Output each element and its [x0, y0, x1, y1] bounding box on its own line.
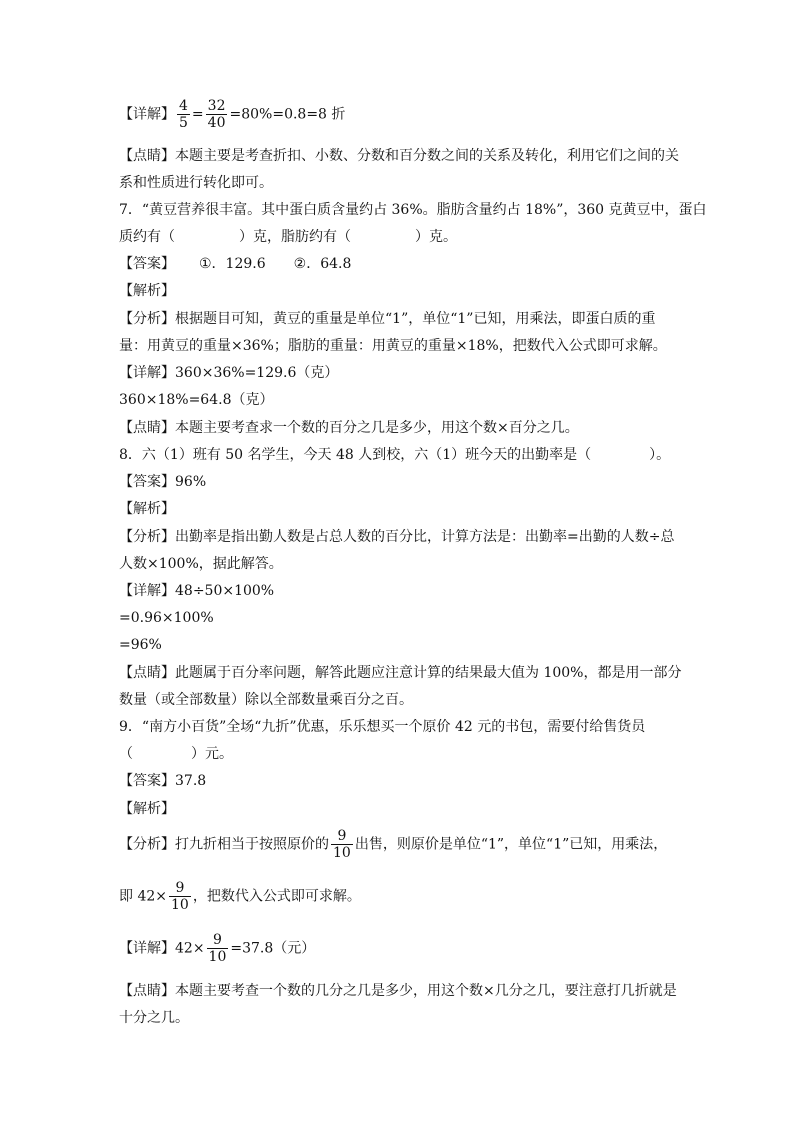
detail-label: 【详解】: [119, 106, 175, 123]
fraction: $\frac{9}{10}$: [333, 828, 351, 861]
text-line: 【解析】: [119, 801, 175, 817]
text-line: 【点睛】本题主要考查求一个数的百分之几是多少，用这个数×百分之几。: [119, 420, 579, 436]
text-line: 【解析】: [119, 283, 175, 299]
question-7: 7．“黄豆营养很丰富。其中蛋白质含量约占 36%。脂肪含量约占 18%”，360 克黄豆中，蛋白: [119, 202, 707, 218]
text-line: 十分之几。: [119, 1010, 189, 1026]
text-line: 【分析】出勤率是指出勤人数是占总人数的百分比，计算方法是：出勤率=出勤的人数÷总: [119, 529, 675, 545]
question-9-blank: （ ）元。: [119, 746, 233, 762]
text-line: 360×18%=64.8（克）: [119, 392, 274, 408]
analysis-line-fraction-2: 即 42× $\frac{9}{10}$ ，把数代入公式即可求解。: [119, 880, 361, 913]
text-line: =0.96×100%: [119, 610, 214, 626]
detail-line-fraction: 【详解】42× $\frac{9}{10}$ =37.8（元）: [119, 932, 316, 965]
text-line: 量：用黄豆的重量×36%；脂肪的重量：用黄豆的重量×18%，把数代入公式即可求解。: [119, 338, 667, 354]
text-line: =96%: [119, 637, 162, 653]
text-line: 【答案】37.8: [119, 773, 207, 789]
text-line: 【分析】根据题目可知，黄豆的重量是单位“1”，单位“1”已知，用乘法，即蛋白质的重: [119, 311, 656, 327]
analysis-line-fraction: 【分析】打九折相当于按照原价的 $\frac{9}{10}$ 出售，则原价是单位“1”，单位“1”已知，用乘法，: [119, 828, 668, 861]
fraction: $\frac{4}{5}$: [179, 98, 188, 131]
fraction: $\frac{9}{10}$: [171, 880, 189, 913]
text-line: 【解析】: [119, 501, 175, 517]
detail-line-1: 【详解】 $\frac{4}{5}$ = $\frac{32}{40}$ =80%=0.8=8 折: [119, 98, 346, 131]
question-8: 8．六（1）班有 50 名学生，今天 48 人到校，六（1）班今天的出勤率是（ ）。: [119, 447, 671, 463]
text-line: 【点睛】本题主要考查一个数的几分之几是多少，用这个数×几分之几，要注意打几折就是: [119, 983, 677, 999]
question-7-blanks: 质约有（ ）克，脂肪约有（ ）克。: [119, 229, 457, 245]
answer-line: 【答案】 ①．129.6 ②．64.8: [119, 256, 352, 272]
text-line: 【点睛】本题主要是考查折扣、小数、分数和百分数之间的关系及转化，利用它们之间的关: [119, 148, 679, 164]
text-line: 人数×100%，据此解答。: [119, 556, 283, 572]
fraction: $\frac{32}{40}$: [207, 98, 226, 131]
text-line: 【答案】96%: [119, 474, 207, 490]
fraction: $\frac{9}{10}$: [208, 932, 227, 965]
question-9: 9．“南方小百货”全场“九折”优惠，乐乐想买一个原价 42 元的书包，需要付给售货员: [119, 719, 646, 735]
text-line: 【点睛】此题属于百分率问题，解答此题应注意计算的结果最大值为 100%，都是用一部分: [119, 665, 682, 681]
text-line: 系和性质进行转化即可。: [119, 175, 273, 191]
text-line: 【详解】360×36%=129.6（克）: [119, 365, 339, 381]
text-line: 【详解】48÷50×100%: [119, 583, 275, 599]
text-line: 数量（或全部数量）除以全部数量乘百分之百。: [119, 692, 413, 708]
